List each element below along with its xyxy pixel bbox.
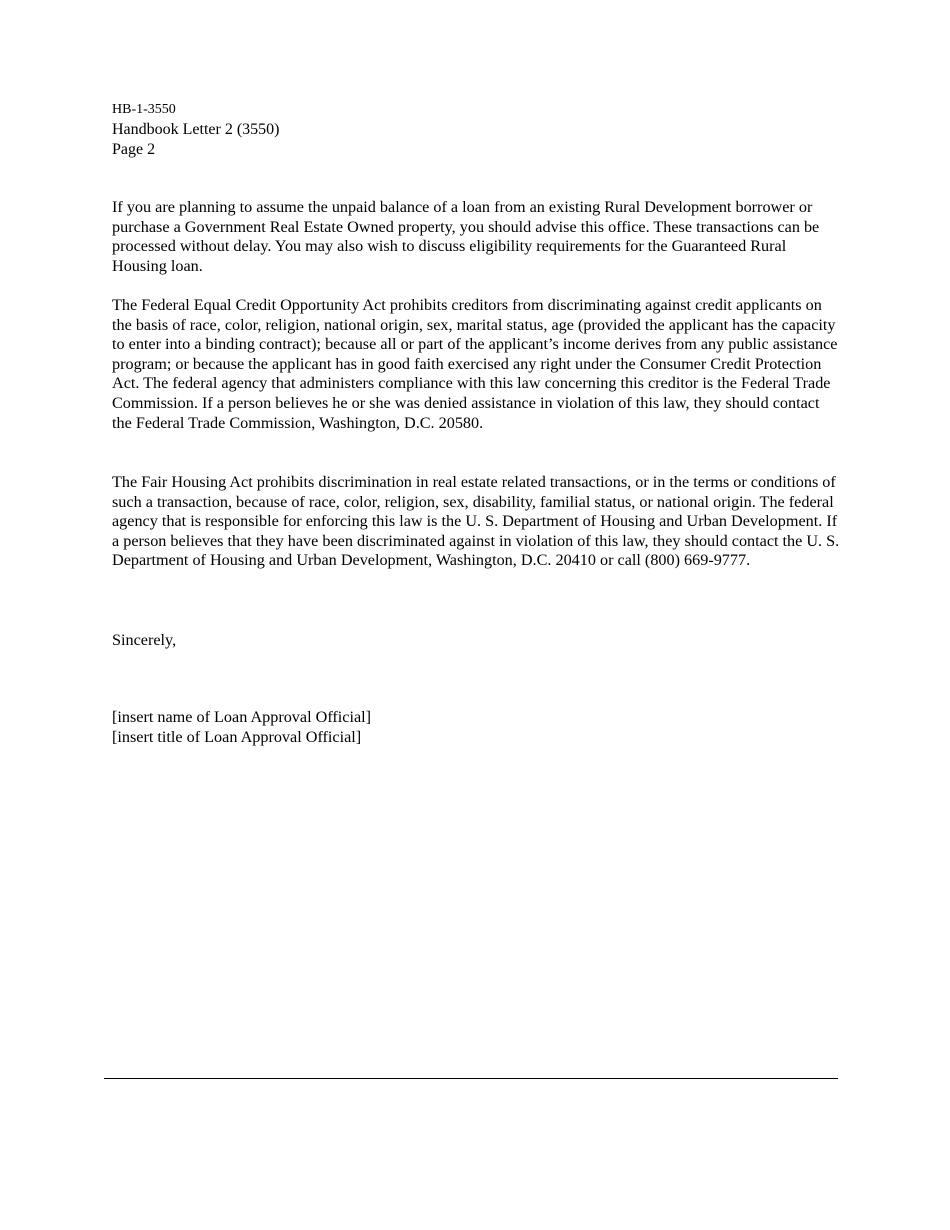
handbook-letter-title: Handbook Letter 2 (3550) bbox=[112, 121, 280, 138]
footer-divider bbox=[104, 1078, 838, 1079]
paragraph-fair-housing-act: The Fair Housing Act prohibits discrimination in real estate related transactions, or in the terms or conditions of such a transaction, because of race, color, religion, sex, disability, familial status, or national origin. The federal agency that is responsible for enforcing this law is the U. S. Department of Housing and Urban Development. If a person believes that they have been discriminated against in violation of this law, they should contact the U. S. Department of Housing and Urban Development, Washington, D.C. 20410 or call (800) 669-9777. bbox=[112, 473, 840, 570]
page-number: Page 2 bbox=[112, 141, 156, 158]
handbook-code: HB-1-3550 bbox=[112, 102, 176, 117]
signature-block bbox=[112, 708, 371, 747]
paragraph-equal-credit-opportunity-act: The Federal Equal Credit Opportunity Act prohibits creditors from discriminating against credit applicants on the basis of race, color, religion, national origin, sex, marital status, age (provided the applicant has the capacity to enter into a binding contract); because all or part of the applicant’s income derives from any public assistance program; or because the applicant has in good faith exercised any right under the Consumer Credit Protection Act. The federal agency that administers compliance with this law concerning this creditor is the Federal Trade Commission. If a person believes he or she was denied assistance in violation of this law, they should contact the Federal Trade Commission, Washington, D.C. 20580. bbox=[112, 296, 838, 432]
paragraph-assumption: If you are planning to assume the unpaid balance of a loan from an existing Rural Development borrower or purchase a Government Real Estate Owned property, you should advise this office. These transactions can be processed without delay. You may also wish to discuss eligibility requirements for the Guaranteed Rural Housing loan. bbox=[112, 198, 820, 275]
document-header bbox=[112, 100, 280, 160]
closing-salutation: Sincerely, bbox=[112, 631, 177, 649]
official-title-placeholder: [insert title of Loan Approval Official] bbox=[112, 727, 362, 746]
official-name-placeholder: [insert name of Loan Approval Official] bbox=[112, 708, 372, 726]
